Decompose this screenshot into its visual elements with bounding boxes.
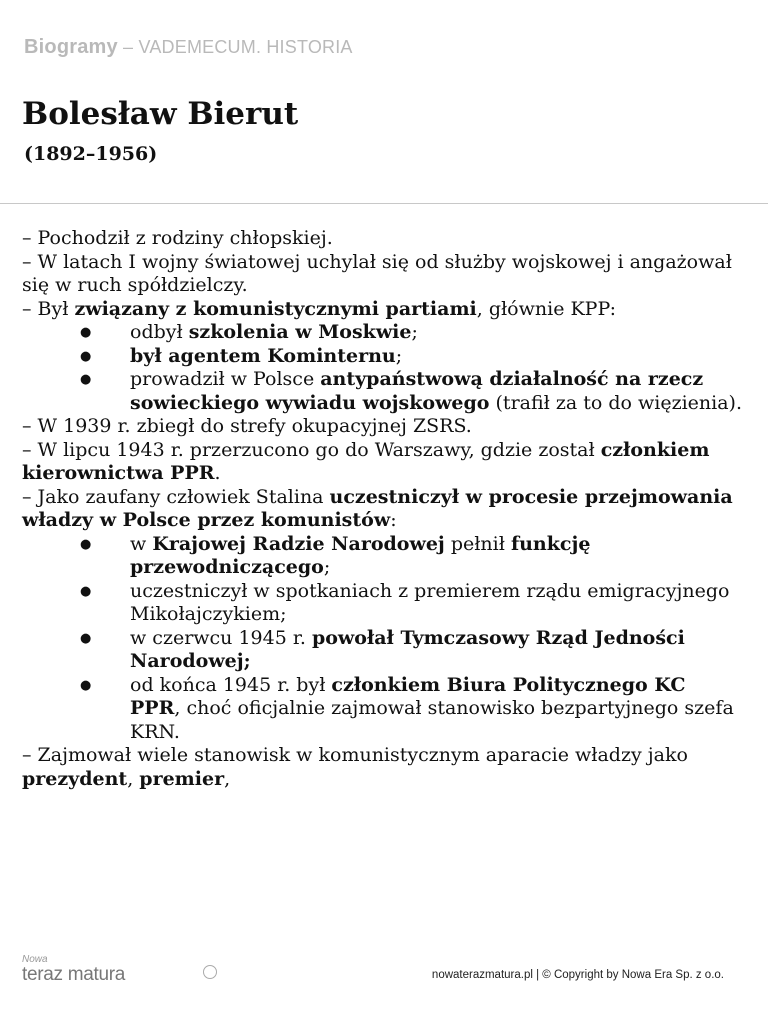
bold-text: członkiem kierownictwa PPR (22, 438, 710, 484)
paragraph (22, 298, 742, 322)
text-run: , głównie KPP: (476, 297, 616, 320)
bold-text: był agentem Kominternu (130, 344, 396, 367)
page-title: Bolesław Bierut (22, 96, 299, 132)
document-header (24, 36, 353, 59)
text-run: , (224, 767, 231, 790)
text-run: – Jako zaufany człowiek Stalina (22, 485, 330, 508)
list-item (22, 533, 742, 580)
bold-text: powołał Tymczasowy Rząd Jedności Narodowej; (130, 626, 685, 672)
text-run: , (127, 767, 140, 790)
list-item (22, 627, 742, 674)
text-run: w (130, 532, 153, 555)
text-run: ; (411, 321, 418, 343)
series-name: Biogramy (24, 36, 118, 58)
footer-copyright: nowaterazmatura.pl | © Copyright by Nowa Era Sp. z o.o. (431, 969, 724, 981)
lightbulb-icon (203, 965, 217, 979)
paragraph: – W 1939 r. zbiegł do strefy okupacyjnej ZSRS. (22, 415, 472, 437)
paragraph: – W latach I wojny światowej uchylał się od służby wojskowej i angażował się w ruch spółdzielczy. (22, 250, 732, 296)
bold-text: uczestniczył w procesie przejmowania władzy w Polsce przez komunistów (22, 485, 733, 531)
text-run: – Zajmował wiele stanowisk w komunistycznym aparacie władzy jako (22, 744, 688, 766)
text-run: (trafił za to do więzienia). (489, 391, 742, 414)
biography-content (22, 227, 742, 791)
header-divider (0, 203, 768, 204)
bold-text: prezydent (22, 767, 128, 790)
series-subtitle: – VADEMECUM. HISTORIA (117, 37, 353, 57)
text-run: prowadził w Polsce (130, 368, 321, 390)
paragraph (22, 486, 742, 533)
text-run: : (390, 509, 397, 531)
logo-main-text: teraz matura (22, 964, 126, 985)
text-run: – W lipcu 1943 r. przerzucono go do Warszawy, gdzie został (22, 438, 601, 461)
bullet-list (22, 533, 742, 745)
list-item (22, 674, 742, 745)
paragraph (22, 439, 742, 486)
list-item: ● uczestniczył w spotkaniach z premierem rządu emigracyjnego Mikołajczykiem; (22, 580, 742, 627)
life-dates: (1892–1956) (24, 143, 158, 165)
page-footer (0, 955, 768, 995)
text-run: , choć oficjalnie zajmował stanowisko bezpartyjnego szefa KRN. (130, 697, 734, 743)
bullet-list (22, 321, 742, 415)
publisher-logo (22, 955, 125, 985)
bold-text: funkcję przewodniczącego (130, 532, 591, 578)
bold-text: szkolenia w Moskwie (188, 321, 412, 343)
text-run: – Był (22, 297, 75, 320)
bold-text: Krajowej Radzie Narodowej (152, 532, 445, 555)
bold-text: członkiem Biura Politycznego KC PPR (130, 673, 686, 719)
text-run: . (214, 462, 221, 484)
text-run: ; (323, 556, 331, 578)
text-run: w czerwcu 1945 r. (130, 626, 312, 649)
logo-small-text: Nowa (22, 954, 48, 965)
bold-text: premier (139, 767, 225, 790)
paragraph: – Pochodził z rodziny chłopskiej. (22, 227, 333, 249)
list-item (22, 321, 742, 345)
list-item (22, 368, 742, 415)
text-run: pełnił (444, 532, 511, 555)
text-run: ; (395, 344, 403, 367)
text-run: od końca 1945 r. był (130, 673, 332, 696)
bold-text: związany z komunistycznymi partiami (74, 297, 477, 320)
paragraph (22, 744, 742, 791)
text-run: odbył (130, 321, 189, 343)
bold-text: antypaństwową działalność na rzecz sowieckiego wywiadu wojskowego (130, 368, 704, 414)
list-item (22, 345, 742, 369)
